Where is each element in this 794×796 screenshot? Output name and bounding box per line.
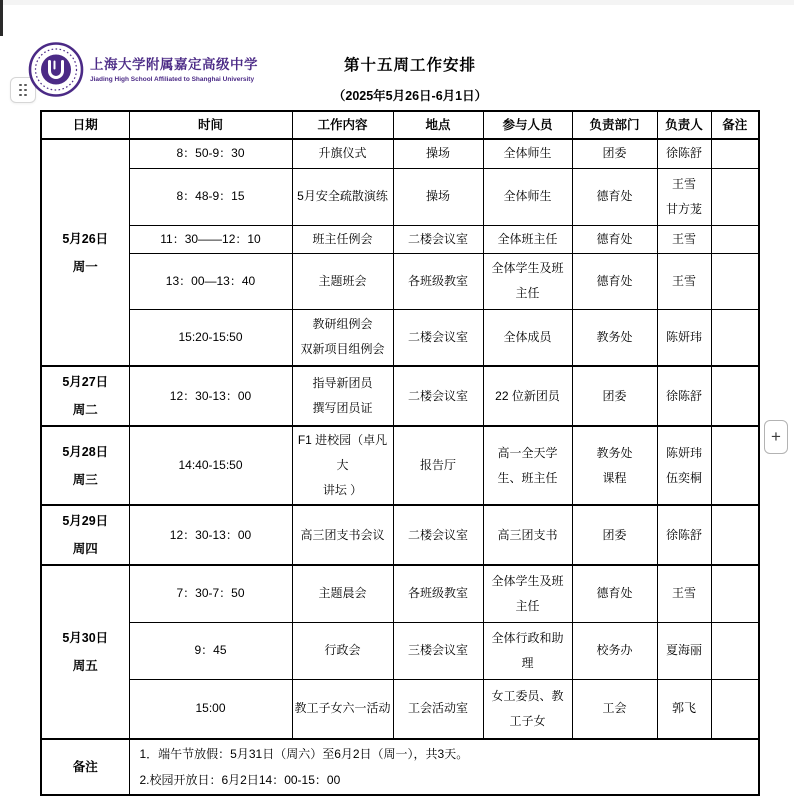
content-cell: 班主任例会 bbox=[292, 225, 393, 253]
time-cell: 13：00—13：40 bbox=[129, 253, 292, 309]
participants-cell: 全体成员 bbox=[483, 309, 572, 366]
table-row bbox=[41, 679, 759, 739]
time-cell: 7：30-7：50 bbox=[129, 565, 292, 622]
date-cell: 5月26日 周一 bbox=[41, 139, 129, 366]
note-cell bbox=[711, 679, 759, 739]
col-header-participants: 参与人员 bbox=[483, 111, 572, 139]
note-cell bbox=[711, 168, 759, 225]
page-subtitle: （2025年5月26日-6月1日） bbox=[332, 89, 488, 103]
person-cell: 陈妍玮 bbox=[657, 309, 711, 366]
schedule-table bbox=[40, 110, 760, 796]
date-cell: 5月30日 周五 bbox=[41, 565, 129, 739]
dept-cell: 教务处 bbox=[572, 309, 657, 366]
dept-cell: 德育处 bbox=[572, 565, 657, 622]
dept-cell: 校务办 bbox=[572, 622, 657, 679]
note-cell bbox=[711, 253, 759, 309]
person-cell: 徐陈舒 bbox=[657, 505, 711, 565]
remarks-content-cell: 1．端午节放假：5月31日（周六）至6月2日（周一），共3天。 2.校园开放日：6月2日14：00-15：00 bbox=[129, 739, 759, 795]
participants-cell: 22 位新团员 bbox=[483, 366, 572, 426]
note-cell bbox=[711, 426, 759, 505]
time-cell: 15:00 bbox=[129, 679, 292, 739]
col-header-person: 负责人 bbox=[657, 111, 711, 139]
time-cell: 8：50-9：30 bbox=[129, 139, 292, 168]
plus-icon: + bbox=[771, 427, 781, 446]
person-cell: 郭飞 bbox=[657, 679, 711, 739]
place-cell: 三楼会议室 bbox=[393, 622, 483, 679]
dept-cell: 德育处 bbox=[572, 225, 657, 253]
time-cell: 14:40-15:50 bbox=[129, 426, 292, 505]
table-row bbox=[41, 366, 759, 426]
person-cell: 徐陈舒 bbox=[657, 366, 711, 426]
person-cell: 王雪 bbox=[657, 225, 711, 253]
table-row bbox=[41, 225, 759, 253]
note-cell bbox=[711, 622, 759, 679]
schedule-table-container bbox=[40, 110, 760, 796]
dept-cell: 工会 bbox=[572, 679, 657, 739]
place-cell: 操场 bbox=[393, 139, 483, 168]
content-cell: 升旗仪式 bbox=[292, 139, 393, 168]
window-edge-mark bbox=[0, 0, 3, 36]
note-cell bbox=[711, 139, 759, 168]
note-cell bbox=[711, 565, 759, 622]
window-top-strip bbox=[0, 0, 794, 5]
col-header-dept: 负责部门 bbox=[572, 111, 657, 139]
table-row bbox=[41, 309, 759, 366]
place-cell: 工会活动室 bbox=[393, 679, 483, 739]
content-cell: 5月安全疏散演练 bbox=[292, 168, 393, 225]
table-row bbox=[41, 565, 759, 622]
remarks-row bbox=[41, 739, 759, 795]
date-cell: 5月29日 周四 bbox=[41, 505, 129, 565]
table-row bbox=[41, 505, 759, 565]
time-cell: 12：30-13：00 bbox=[129, 505, 292, 565]
content-cell: F1 进校园（卓凡大 讲坛 ） bbox=[292, 426, 393, 505]
col-header-place: 地点 bbox=[393, 111, 483, 139]
page-title: 第十五周工作安排 bbox=[343, 57, 476, 74]
date-cell: 5月28日 周三 bbox=[41, 426, 129, 505]
table-row bbox=[41, 139, 759, 168]
dept-cell: 团委 bbox=[572, 366, 657, 426]
col-header-note: 备注 bbox=[711, 111, 759, 139]
person-cell: 王雪 甘方茏 bbox=[657, 168, 711, 225]
person-cell: 徐陈舒 bbox=[657, 139, 711, 168]
dept-cell: 团委 bbox=[572, 139, 657, 168]
table-row bbox=[41, 168, 759, 225]
dept-cell: 德育处 bbox=[572, 168, 657, 225]
table-row bbox=[41, 253, 759, 309]
school-name-en: Jiading High School Affiliated to Shanghai University bbox=[90, 76, 255, 83]
add-button[interactable] bbox=[764, 420, 788, 454]
place-cell: 二楼会议室 bbox=[393, 505, 483, 565]
time-cell: 11：30——12：10 bbox=[129, 225, 292, 253]
content-cell: 高三团支书会议 bbox=[292, 505, 393, 565]
person-cell: 王雪 bbox=[657, 565, 711, 622]
person-cell: 陈妍玮 伍奕桐 bbox=[657, 426, 711, 505]
date-cell: 5月27日 周二 bbox=[41, 366, 129, 426]
time-cell: 15:20-15:50 bbox=[129, 309, 292, 366]
dept-cell: 教务处 课程 bbox=[572, 426, 657, 505]
participants-cell: 高三团支书 bbox=[483, 505, 572, 565]
place-cell: 二楼会议室 bbox=[393, 225, 483, 253]
drag-handle-icon bbox=[18, 83, 28, 98]
participants-cell: 全体师生 bbox=[483, 168, 572, 225]
time-cell: 9：45 bbox=[129, 622, 292, 679]
time-cell: 8：48-9：15 bbox=[129, 168, 292, 225]
note-cell bbox=[711, 366, 759, 426]
table-row bbox=[41, 426, 759, 505]
note-cell bbox=[711, 225, 759, 253]
dept-cell: 团委 bbox=[572, 505, 657, 565]
participants-cell: 全体学生及班 主任 bbox=[483, 565, 572, 622]
table-row bbox=[41, 622, 759, 679]
participants-cell: 全体行政和助 理 bbox=[483, 622, 572, 679]
school-name-cn: 上海大学附属嘉定高级中学 bbox=[90, 57, 258, 72]
place-cell: 二楼会议室 bbox=[393, 366, 483, 426]
content-cell: 教工子女六一活动 bbox=[292, 679, 393, 739]
time-cell: 12：30-13：00 bbox=[129, 366, 292, 426]
note-cell bbox=[711, 309, 759, 366]
person-cell: 王雪 bbox=[657, 253, 711, 309]
col-header-content: 工作内容 bbox=[292, 111, 393, 139]
content-cell: 行政会 bbox=[292, 622, 393, 679]
dept-cell: 德育处 bbox=[572, 253, 657, 309]
participants-cell: 女工委员、教 工子女 bbox=[483, 679, 572, 739]
place-cell: 报告厅 bbox=[393, 426, 483, 505]
place-cell: 各班级教室 bbox=[393, 565, 483, 622]
place-cell: 操场 bbox=[393, 168, 483, 225]
place-cell: 各班级教室 bbox=[393, 253, 483, 309]
col-header-time: 时间 bbox=[129, 111, 292, 139]
content-cell: 主题班会 bbox=[292, 253, 393, 309]
person-cell: 夏海丽 bbox=[657, 622, 711, 679]
col-header-date: 日期 bbox=[41, 111, 129, 139]
participants-cell: 全体师生 bbox=[483, 139, 572, 168]
content-cell: 教研组例会 双新项目组例会 bbox=[292, 309, 393, 366]
place-cell: 二楼会议室 bbox=[393, 309, 483, 366]
table-header-row bbox=[41, 111, 759, 139]
participants-cell: 高一全天学 生、班主任 bbox=[483, 426, 572, 505]
content-cell: 指导新团员 撰写团员证 bbox=[292, 366, 393, 426]
participants-cell: 全体学生及班 主任 bbox=[483, 253, 572, 309]
remarks-label-cell: 备注 bbox=[41, 739, 129, 795]
content-cell: 主题晨会 bbox=[292, 565, 393, 622]
note-cell bbox=[711, 505, 759, 565]
participants-cell: 全体班主任 bbox=[483, 225, 572, 253]
